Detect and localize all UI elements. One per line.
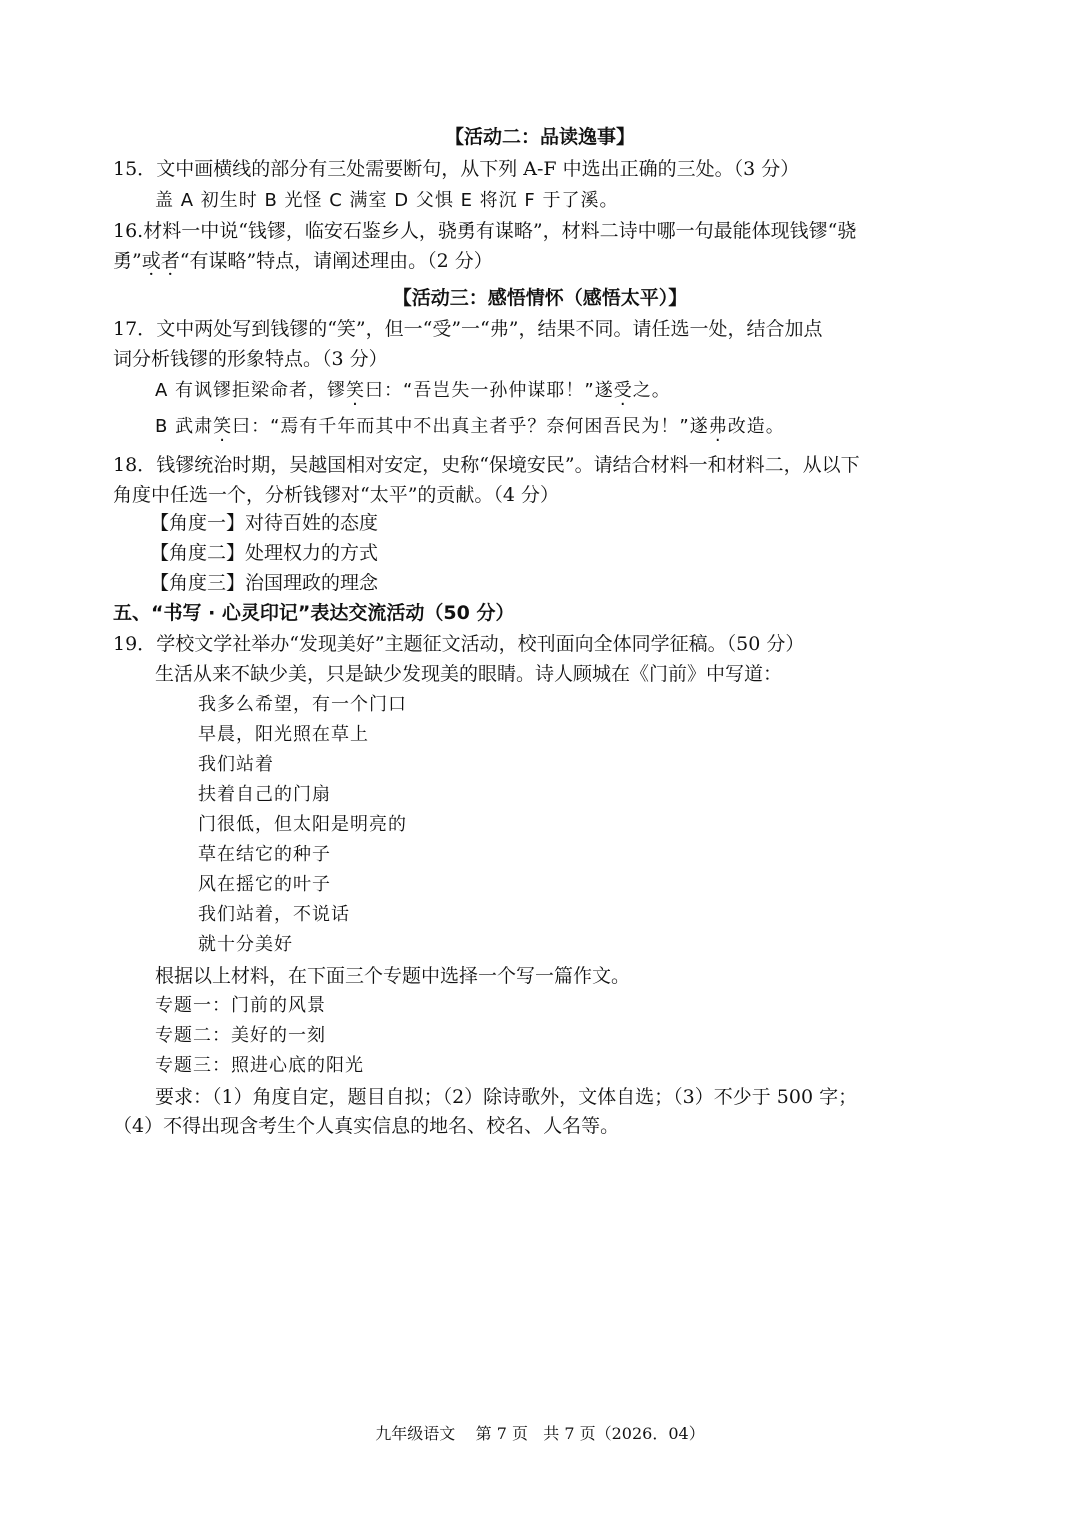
q17-line1 [113,314,822,344]
q19-line1 [113,629,804,659]
activity2-title: 【活动二：品读逸事】 [444,126,635,148]
q17-option-b [155,412,785,442]
q17-b-emphasis-laugh: 笑 [213,416,233,437]
q19-intro: 生活从来不缺少美，只是缺少发现美的眼睛。诗人顾城在《门前》中写道： [155,663,783,685]
q15-number: 15． [113,158,157,180]
poem-line-9: 就十分美好 [198,934,293,955]
q18-text-line1: 钱镠统治时期，吴越国相对安定，史称“保境安民”。请结合材料一和材料二，从以下 [156,454,860,476]
footer-page-total: 共 7 页（2026．04） [543,1424,705,1443]
q15-options: 盖 A 初生时 B 光怪 C 满室 D 父惧 E 将沉 F 于了溪。 [155,190,619,211]
section5-title: 五、“书写 · 心灵印记”表达交流活动（50 分） [113,602,515,624]
q16-text-a: 勇” [113,250,142,272]
q17-b-post: 改造。 [727,416,785,437]
page-footer [0,1419,1080,1449]
q17-a-mid: 曰：“吾岂失一孙仲谋耶！”遂 [365,380,614,401]
q18-number: 18． [113,454,157,476]
poem-line-1: 我多么希望，有一个门口 [198,694,407,715]
q17-b-pre: B 武肃 [155,416,214,437]
poem-line-5: 门很低，但太阳是明亮的 [198,814,407,835]
poem-line-4: 扶着自己的门扇 [198,784,331,805]
q19-requirements-line1: 要求：（1）角度自定，题目自拟；（2）除诗歌外，文体自选；（3）不少于 500 字； [155,1086,858,1108]
q17-a-emphasis-accept: 受 [613,380,633,401]
footer-page-number: 第 7 页 [475,1424,528,1443]
activity3-title: 【活动三：感悟情怀（感悟太平）】 [392,287,688,309]
poem-line-8: 我们站着，不说话 [198,904,350,925]
q17-a-post: 之。 [632,380,671,401]
q17-a-pre: A 有讽镠拒梁命者，镠 [155,380,347,401]
q18-line1 [113,450,860,480]
q16-text-line1: 材料一中说“钱镠，临安石鉴乡人，骁勇有谋略”，材料二诗中哪一句最能体现钱镠“骁 [143,220,857,242]
q18-angle-2: 【角度二】处理权力的方式 [150,542,379,564]
q18-line2: 角度中任选一个，分析钱镠对“太平”的贡献。（4 分） [113,484,560,506]
q18-angle-1: 【角度一】对待百姓的态度 [150,512,379,534]
q19-requirements-line2: （4）不得出现含考生个人真实信息的地名、校名、人名等。 [113,1115,620,1137]
q15-line [113,154,799,184]
poem-line-2: 早晨，阳光照在草上 [198,724,369,745]
q17-number: 17． [113,318,157,340]
q15-text: 文中画横线的部分有三处需要断句，从下列 A-F 中选出正确的三处。（3 分） [156,158,800,180]
poem-line-3: 我们站着 [198,754,274,775]
q16-line1 [113,216,856,246]
q17-b-mid: 曰：“焉有千年而其中不出真主者乎？奈何困吾民为！”遂 [232,416,709,437]
q19-instruction: 根据以上材料，在下面三个专题中选择一个写一篇作文。 [155,965,631,987]
q17-b-emphasis-not: 弗 [708,416,728,437]
q19-topic-1: 专题一：门前的风景 [155,995,326,1016]
q17-text-line1: 文中两处写到钱镠的“笑”，但一“受”一“弗”，结果不同。请任选一处，结合加点 [156,318,823,340]
q17-a-emphasis-laugh: 笑 [346,380,366,401]
q17-line2: 词分析钱镠的形象特点。（3 分） [113,348,388,370]
q16-emphasis-2: 者 [160,250,180,272]
footer-subject: 九年级语文 [375,1424,456,1443]
poem-line-7: 风在摇它的叶子 [198,874,331,895]
q16-emphasis-1: 或 [141,250,161,272]
q19-topic-2: 专题二：美好的一刻 [155,1025,326,1046]
q16-number: 16. [113,220,144,242]
q16-text-b: “有谋略”特点，请阐述理由。（2 分） [179,250,493,272]
q19-text: 学校文学社举办“发现美好”主题征文活动，校刊面向全体同学征稿。（50 分） [156,633,805,655]
poem-line-6: 草在结它的种子 [198,844,331,865]
q19-topic-3: 专题三：照进心底的阳光 [155,1055,364,1076]
q17-option-a [155,376,671,406]
q16-line2 [113,246,493,276]
q19-number: 19． [113,633,157,655]
q18-angle-3: 【角度三】治国理政的理念 [150,572,379,594]
